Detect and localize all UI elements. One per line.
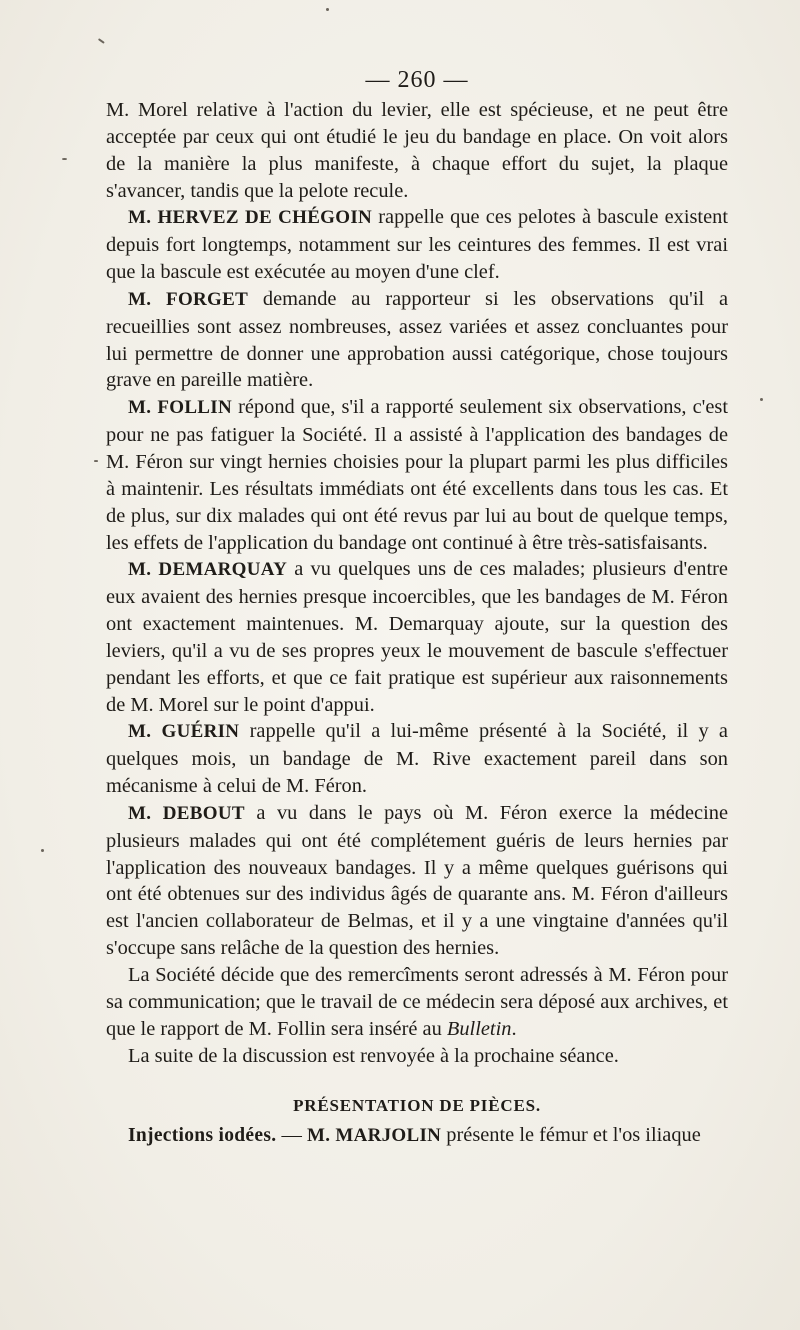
speaker-name: M. FORGET	[128, 288, 249, 310]
paragraph-demarquay	[106, 556, 728, 718]
scan-speck	[41, 849, 44, 852]
paragraph-text: rappelle qu'il a lui-même présenté à la Société, il y a quelques mois, un bandage de M. Rive exactement pareil dans son mécanisme à celui de M. Féron.	[106, 720, 728, 798]
paragraph-text: présente le fémur et l'os iliaque	[441, 1124, 701, 1147]
page-text	[106, 63, 728, 1150]
decision-text: La Société décide que des remercîments seront adressés à M. Féron pour sa communication; que le travail de ce médecin sera déposé aux archives, et que le rapport de M. Follin sera inséré au	[106, 964, 728, 1040]
paragraph-forget	[106, 286, 728, 394]
scan-speck	[760, 398, 763, 401]
continued-paragraph: M. Morel relative à l'action du levier, elle est spécieuse, et ne peut être acceptée par ceux qui ont étudié le jeu du bandage en place. On voit alors de la manière la plus manifeste, à chaque effort du sujet, la plaque s'avancer, tandis que la pelote recule.	[106, 99, 728, 202]
paragraph-text: a vu dans le pays où M. Féron exerce la médecine plusieurs malades qui ont été complétement guéris de leurs hernies par l'application des nouveaux bandages. Il y a même quelques guérisons qui ont été obtenues sur des individus âgés de quarante ans. M. Féron d'ailleurs est l'ancien collaborateur de Belmas, et il y a une vingtaine d'années qu'il s'occupe sans relâche de la question des hernies.	[106, 801, 728, 960]
speaker-name: M. FOLLIN	[128, 397, 232, 419]
bulletin-title: Bulletin	[446, 1017, 512, 1040]
speaker-name: M. DEBOUT	[128, 802, 245, 824]
scan-speck	[62, 158, 67, 160]
paragraph-text: répond que, s'il a rapporté seulement six observations, c'est pour ne pas fatiguer la Société. Il a assisté à l'application des bandages de M. Féron sur vingt hernies choisies pour la plupart parmi les plus difficiles à maintenir. Les résultats immédiats ont été excellents dans tous les cas. Et de plus, sur dix malades qui ont été revus par lui au bout de quelque temps, les effets de l'application du bandage ont continué à être très-satisfaisants.	[106, 396, 728, 554]
scan-speck	[98, 38, 105, 43]
paragraph-debout	[106, 800, 728, 962]
title-dash: —	[276, 1124, 307, 1147]
paragraph-decision	[106, 962, 728, 1043]
decision-end: .	[511, 1017, 517, 1040]
speaker-name: M. HERVEZ DE CHÉGOIN	[128, 207, 373, 229]
paragraph-hervez-de-chegoin	[106, 204, 728, 286]
paragraph-text: a vu quelques uns de ces malades; plusieurs d'entre eux avaient des hernies presque incoercibles, que les bandages de M. Féron ont exactement maintenues. M. Demarquay ajoute, sur la question des leviers, qu'il a vu de ses propres yeux le mouvement de bascule s'effectuer pendant les efforts, et que ce fait pratique est supérieur aux raisonnements de M. Morel sur le point d'appui.	[106, 558, 728, 716]
paragraph-follin	[106, 394, 728, 556]
paragraph-text: demande au rapporteur si les observations qu'il a recueillies sont assez nombreuses, assez variées et assez concluantes pour lui permettre de donner une approbation aussi catégorique, chose toujours grave en pareille matière.	[106, 287, 728, 392]
speaker-name: M. MARJOLIN	[307, 1125, 442, 1147]
paragraph-adjournment: La suite de la discussion est renvoyée à la prochaine séance.	[128, 1044, 619, 1067]
section-heading: PRÉSENTATION DE PIÈCES.	[293, 1096, 541, 1116]
paragraph-text: rappelle que ces pelotes à bascule existent depuis fort longtemps, notamment sur les ceintures des femmes. Il est vrai que la bascule est exécutée au moyen d'une clef.	[106, 206, 728, 284]
speaker-name: M. DEMARQUAY	[128, 559, 288, 581]
speaker-name: M. GUÉRIN	[128, 721, 240, 743]
page-number: — 260 —	[365, 67, 469, 93]
scan-speck	[326, 8, 329, 11]
paragraph-injections-iodees	[106, 1122, 728, 1150]
specimen-title: Injections iodées.	[128, 1125, 277, 1147]
paragraph-guerin	[106, 718, 728, 800]
scan-speck	[94, 460, 98, 462]
